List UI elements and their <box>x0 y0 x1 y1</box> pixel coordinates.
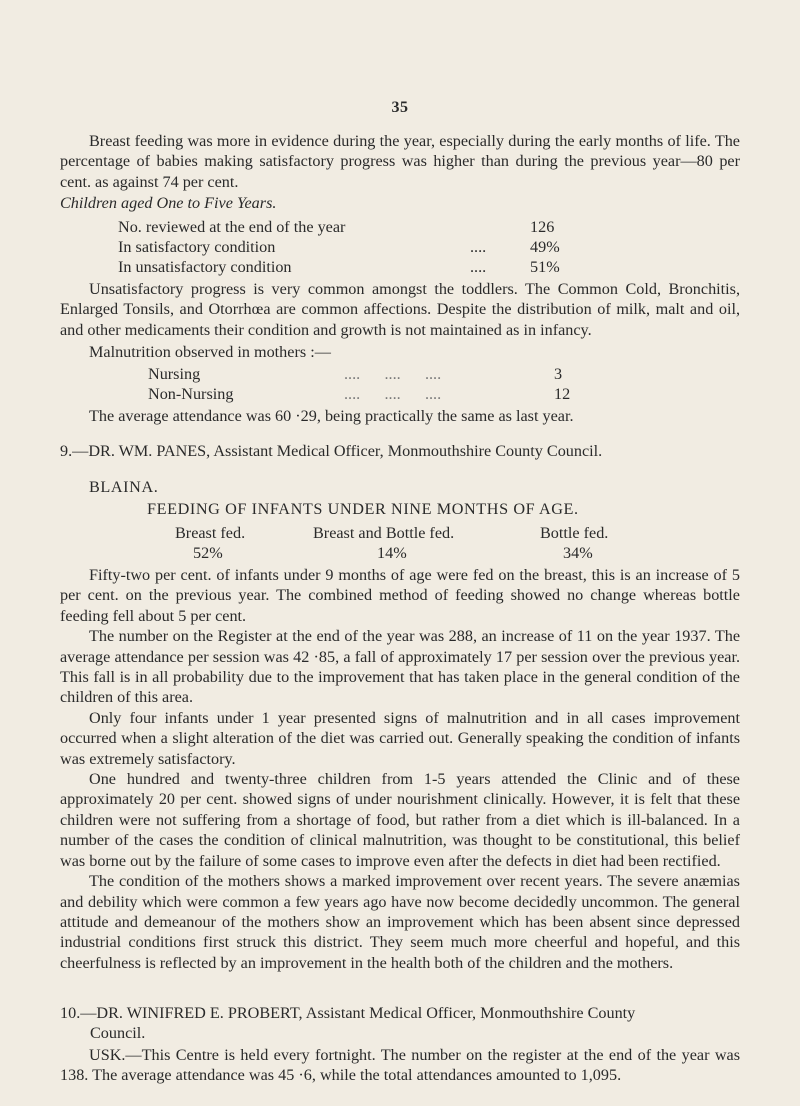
stat-dots: .... <box>470 258 487 276</box>
col-breast-bottle-label: Breast and Bottle fed. <box>313 524 455 542</box>
section-10-paragraph: USK.—This Centre is held every fortnight. The number on the register at the end of the year was 138. The average attendance was 45 ·6, while the total attendances amounted to 1,095. <box>60 1046 740 1085</box>
malnutrition-row <box>148 384 570 404</box>
stat-value: 49% <box>530 238 560 256</box>
stat-label: In unsatisfactory condition <box>118 258 292 276</box>
page-number: 35 <box>391 99 409 116</box>
malnutrition-value: 12 <box>554 385 571 403</box>
stat-value: 51% <box>530 258 560 276</box>
intro-paragraph <box>60 131 740 192</box>
section-9-body <box>60 565 740 973</box>
toddlers-text: Unsatisfactory progress is very common amongst the toddlers. The Common Cold, Bronchitis, Enlarged Tonsils, and Otorrhœa are common affections. Despite the distribution of milk, malt and oil, and other medicaments their condition and growth is not maintained as in infancy. <box>60 280 740 339</box>
col-breast-fed-label: Breast fed. <box>175 524 246 542</box>
stats-row <box>118 237 590 257</box>
stat-dots: .... <box>470 238 487 256</box>
section-10-heading: 10.—DR. WINIFRED E. PROBERT, Assistant Medical Officer, Monmouthshire County <box>60 1004 636 1022</box>
stat-value: 126 <box>530 218 555 236</box>
feeding-table-title: FEEDING OF INFANTS UNDER NINE MONTHS OF AGE. <box>147 500 579 518</box>
col-breast-bottle-value: 14% <box>377 544 407 562</box>
section-9-paragraph: Only four infants under 1 year presented signs of malnutrition and in all cases improvement occurred when a slight alteration of the diet was carried out. Generally speaking the condition of infants was extremely satisfactory. <box>60 708 740 768</box>
section-10-body <box>60 1045 740 1086</box>
stats-row <box>118 217 590 237</box>
malnutrition-label: Nursing <box>148 365 201 383</box>
section-9-paragraph: One hundred and twenty-three children from 1-5 years attended the Clinic and of these approximately 20 per cent. showed signs of under nourishment clinically. However, it is felt that these children were not suffering from a shortage of food, but rather from a diet which is ill-balanced. In a number of the cases the condition of clinical malnutrition, was thought to be constitutional, this belief was borne out by the failure of some cases to improve even after the defects in diet had been rectified. <box>60 770 740 870</box>
section-9-paragraph: Fifty-two per cent. of infants under 9 months of age were fed on the breast, this is an increase of 5 per cent. on the previous year. The combined method of feeding showed no change whereas bottle feeding fell about 5 per cent. <box>60 566 740 625</box>
section-9-paragraph: The condition of the mothers shows a marked improvement over recent years. The severe anæmias and debility which were common a few years ago have now become decidedly uncommon. The general attitude and demeanour of the mothers show an improvement which has been absent since depressed industrial conditions first struck this district. They seem much more cheerful and hopeful, and this cheerfulness is reflected by an improvement in the health both of the children and the mothers. <box>60 872 740 972</box>
section-9-paragraph: The number on the Register at the end of the year was 288, an increase of 11 on the year 1937. The average attendance per session was 42 ·85, a fall of approximately 17 per session over the previous year. This fall is in all probability due to the improvement that has taken place in the general condition of the children of this area. <box>60 627 740 707</box>
malnutrition-dots: .... .... .... <box>344 385 442 403</box>
section-heading-children: Children aged One to Five Years. <box>60 194 277 212</box>
col-breast-fed-value: 52% <box>193 544 223 562</box>
attendance-text: The average attendance was 60 ·29, being practically the same as last year. <box>89 407 574 425</box>
section-9-heading: 9.—DR. WM. PANES, Assistant Medical Officer, Monmouthshire County Council. <box>60 442 603 460</box>
place-heading-blaina: BLAINA. <box>89 478 159 496</box>
intro-text: Breast feeding was more in evidence during the year, especially during the early months of life. The percentage of babies making satisfactory progress was higher than during the previous year—80 per cent. as against 74 per cent. <box>60 132 740 191</box>
malnutrition-dots: .... .... .... <box>344 365 442 383</box>
toddlers-paragraph <box>60 279 740 340</box>
stat-label: No. reviewed at the end of the year <box>118 218 346 236</box>
stat-label: In satisfactory condition <box>118 238 276 256</box>
col-bottle-fed-value: 34% <box>563 544 593 562</box>
stats-row <box>118 257 590 277</box>
stat-dots <box>470 217 530 237</box>
malnutrition-label: Non-Nursing <box>148 385 234 403</box>
malnutrition-value: 3 <box>554 365 563 383</box>
malnutrition-row <box>148 364 562 384</box>
malnutrition-heading: Malnutrition observed in mothers :— <box>89 343 331 361</box>
section-10-heading-cont: Council. <box>90 1024 146 1042</box>
col-bottle-fed-label: Bottle fed. <box>540 524 609 542</box>
